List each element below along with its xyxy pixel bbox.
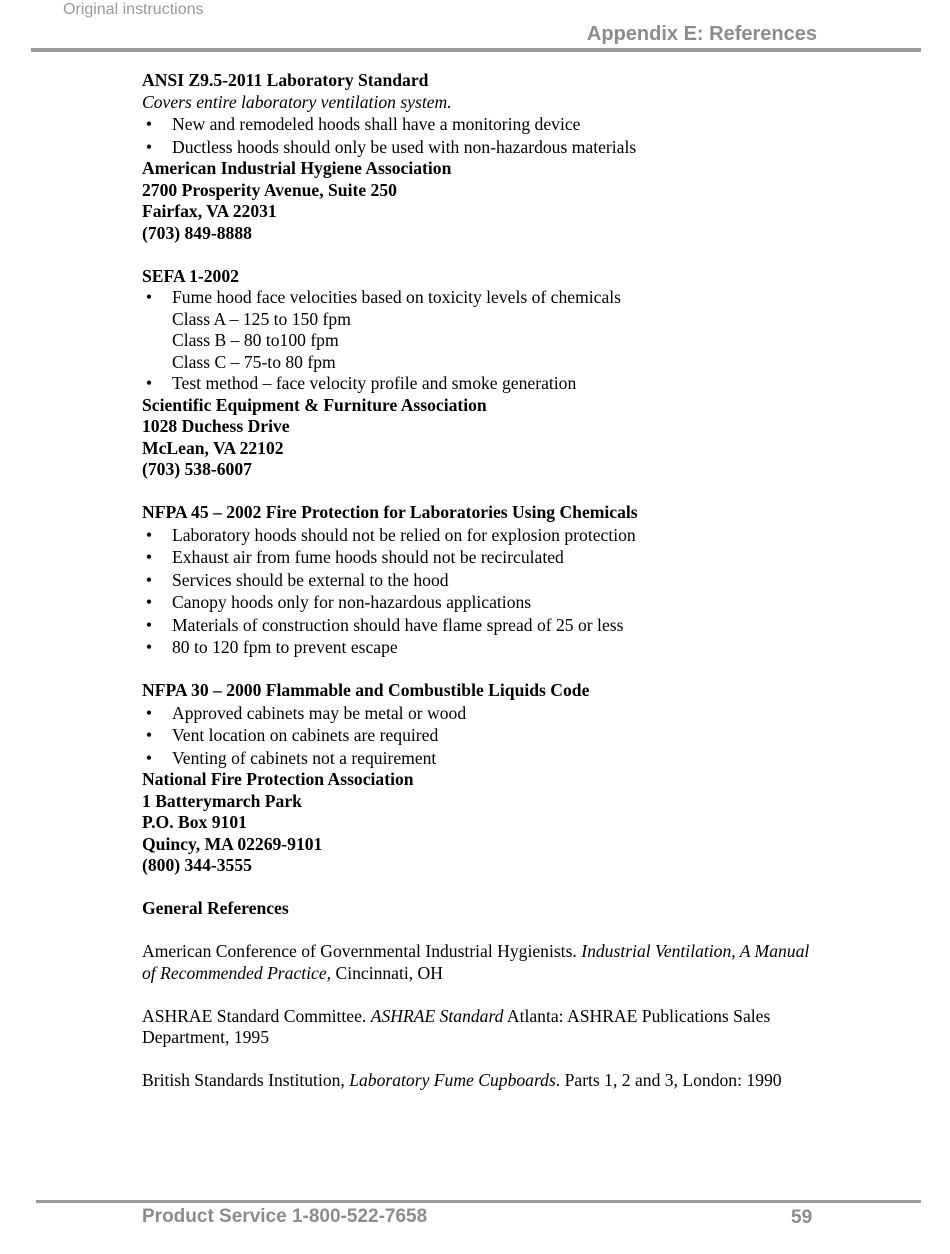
- sefa-class-a: Class A – 125 to 150 fpm: [172, 308, 351, 329]
- ansi-subtitle: Covers entire laboratory ventilation system.: [142, 91, 452, 112]
- bullet-icon: •: [145, 569, 153, 590]
- bullet-icon: •: [145, 373, 153, 393]
- ansi-heading: ANSI Z9.5-2011 Laboratory Standard: [142, 70, 429, 90]
- bullet-icon: •: [145, 114, 153, 134]
- sefa-org-phone: (703) 538-6007: [142, 459, 252, 479]
- top-note: Original instructions: [63, 1, 204, 18]
- ansi-org-city: Fairfax, VA 22031: [142, 201, 277, 221]
- bullet-icon: •: [145, 524, 153, 545]
- nfpa30-org-pobox: P.O. Box 9101: [142, 812, 247, 832]
- nfpa30-org-address: 1 Batterymarch Park: [142, 790, 302, 811]
- list-item: • Ductless hoods should only be used with non-hazardous materials: [142, 136, 842, 159]
- list-item: • New and remodeled hoods shall have a monitoring device: [142, 113, 842, 136]
- list-item: • Services should be external to the hood: [142, 569, 842, 592]
- nfpa45-heading: NFPA 45 – 2002 Fire Protection for Laboratories Using Chemicals: [142, 502, 638, 522]
- bullet-icon: •: [145, 287, 153, 307]
- bullet-icon: •: [145, 136, 153, 157]
- ansi-org-address: 2700 Prosperity Avenue, Suite 250: [142, 179, 397, 200]
- footer-divider: [36, 1200, 921, 1203]
- list-item: • Exhaust air from fume hoods should not be recirculated: [142, 546, 842, 569]
- list-item: • 80 to 120 fpm to prevent escape: [142, 636, 842, 659]
- nfpa30-heading: NFPA 30 – 2000 Flammable and Combustible Liquids Code: [142, 680, 590, 700]
- reference-entry: ASHRAE Standard Committee. ASHRAE Standard Atlanta: ASHRAE Publications Sales Department, 1995: [142, 1005, 771, 1047]
- ansi-org-name: American Industrial Hygiene Association: [142, 158, 452, 178]
- nfpa30-org-city: Quincy, MA 02269-9101: [142, 833, 323, 854]
- bullet-icon: •: [145, 747, 153, 768]
- page-number: 59: [791, 1207, 813, 1228]
- list-item: • Fume hood face velocities based on toxicity levels of chemicals: [142, 287, 842, 309]
- page-header-title: Appendix E: References: [586, 23, 817, 45]
- footer-product-service: Product Service 1-800-522-7658: [142, 1206, 428, 1227]
- sefa-heading: SEFA 1-2002: [142, 265, 239, 286]
- bullet-icon: •: [145, 702, 153, 723]
- ansi-org-phone: (703) 849-8888: [142, 222, 252, 243]
- sefa-org-address: 1028 Duchess Drive: [142, 416, 290, 436]
- reference-entry: American Conference of Governmental Industrial Hygienists. Industrial Ventilation, A Manual of Recommended Practice, Cincinnati, OH: [142, 941, 810, 983]
- bullet-icon: •: [145, 592, 153, 612]
- bullet-icon: •: [145, 547, 153, 567]
- nfpa30-org-phone: (800) 344-3555: [142, 855, 252, 875]
- list-item: • Canopy hoods only for non-hazardous applications: [142, 591, 842, 614]
- sefa-org-name: Scientific Equipment & Furniture Association: [142, 394, 487, 415]
- header-divider: [31, 48, 921, 52]
- general-references-heading: General References: [142, 898, 289, 918]
- bullet-icon: •: [145, 614, 153, 635]
- list-item: • Venting of cabinets not a requirement: [142, 747, 842, 770]
- list-item: • Vent location on cabinets are required: [142, 724, 842, 747]
- bullet-icon: •: [145, 637, 153, 657]
- sefa-class-c: Class C – 75-to 80 fpm: [172, 351, 336, 372]
- list-item: • Materials of construction should have flame spread of 25 or less: [142, 614, 842, 637]
- list-item: • Laboratory hoods should not be relied on for explosion protection: [142, 524, 842, 547]
- reference-entry: British Standards Institution, Laboratory Fume Cupboards. Parts 1, 2 and 3, London: 1990: [142, 1070, 782, 1090]
- sefa-class-b: Class B – 80 to100 fpm: [172, 330, 339, 350]
- page-content: [142, 70, 842, 1092]
- list-item: • Approved cabinets may be metal or wood: [142, 702, 842, 725]
- nfpa30-org-name: National Fire Protection Association: [142, 769, 414, 789]
- sefa-org-city: McLean, VA 22102: [142, 437, 284, 458]
- list-item: • Test method – face velocity profile and smoke generation: [142, 373, 842, 395]
- bullet-icon: •: [145, 725, 153, 745]
